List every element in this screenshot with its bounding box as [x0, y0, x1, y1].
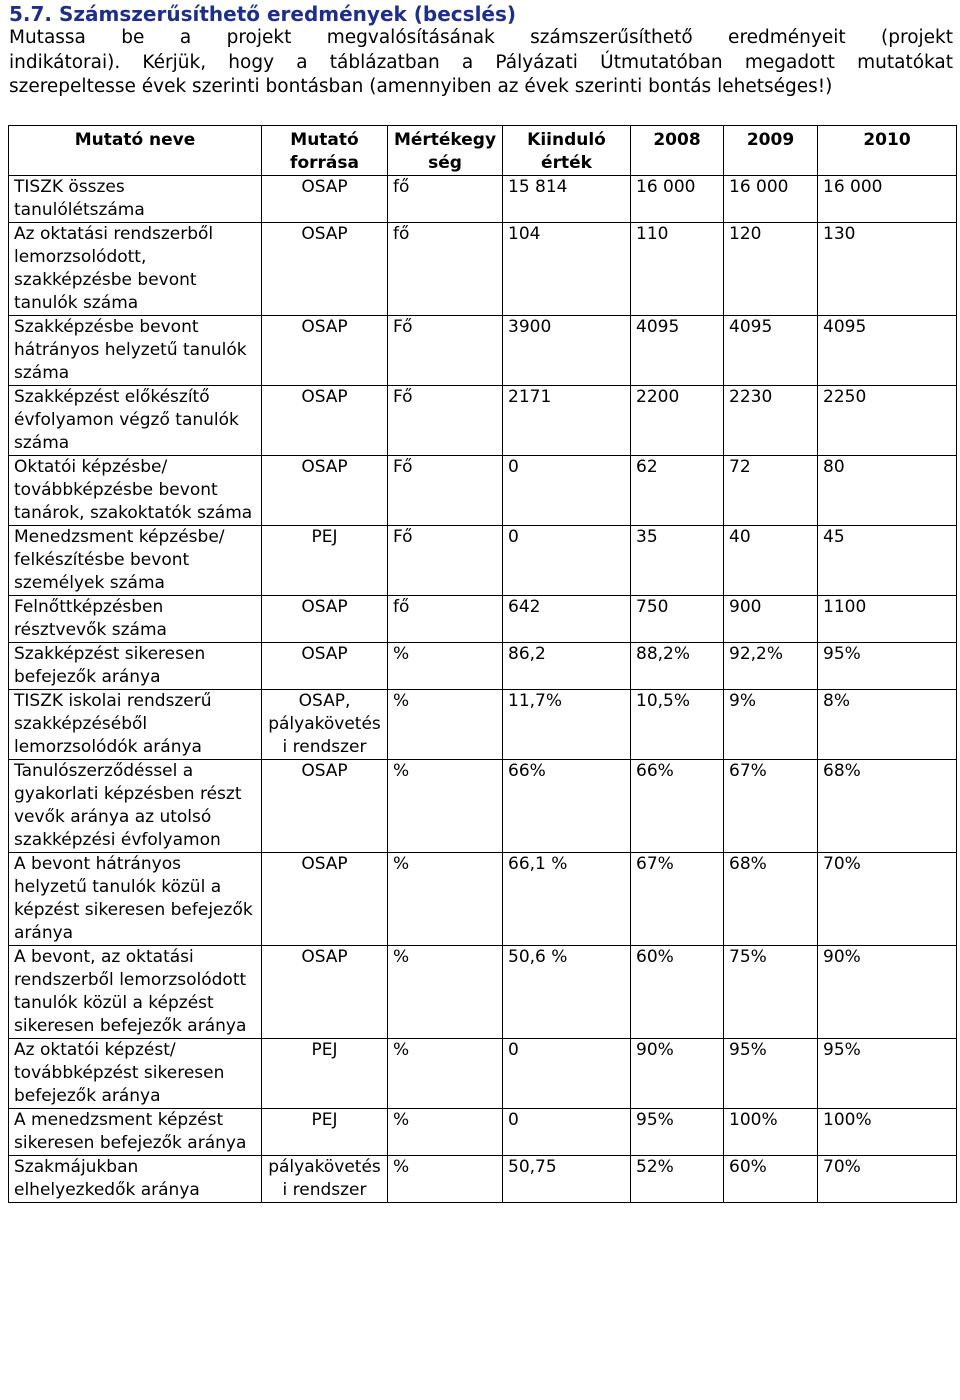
base-value-cell: 11,7%: [503, 690, 631, 760]
value-2008-cell: 90%: [631, 1039, 724, 1109]
value-2009-cell: 4095: [724, 316, 818, 386]
value-2010-cell: 1100: [818, 596, 957, 643]
indicator-name-cell: TISZK iskolai rendszerű szakképzéséből lemorzsolódók aránya: [9, 690, 262, 760]
unit-cell: fő: [388, 223, 503, 316]
table-row: [9, 1109, 957, 1156]
unit-cell: %: [388, 946, 503, 1039]
indicator-name-cell: Menedzsment képzésbe/ felkészítésbe bevont személyek száma: [9, 526, 262, 596]
base-value-cell: 0: [503, 456, 631, 526]
value-2010-cell: 95%: [818, 1039, 957, 1109]
value-2010-cell: 70%: [818, 853, 957, 946]
indicator-source-cell: OSAP: [262, 946, 388, 1039]
indicator-source-cell: OSAP: [262, 223, 388, 316]
value-2008-cell: 52%: [631, 1156, 724, 1203]
table-row: [9, 1156, 957, 1203]
section-heading: 5.7. Számszerűsíthető eredmények (becslés): [9, 2, 517, 26]
value-2009-cell: 67%: [724, 760, 818, 853]
value-2008-cell: 10,5%: [631, 690, 724, 760]
table-row: [9, 690, 957, 760]
value-2010-cell: 130: [818, 223, 957, 316]
value-2010-cell: 16 000: [818, 176, 957, 223]
table-row: [9, 596, 957, 643]
unit-cell: %: [388, 1039, 503, 1109]
indicator-source-cell: OSAP: [262, 853, 388, 946]
value-2009-cell: 9%: [724, 690, 818, 760]
value-2008-cell: 60%: [631, 946, 724, 1039]
unit-cell: Fő: [388, 316, 503, 386]
indicator-source-cell: OSAP: [262, 643, 388, 690]
value-2009-cell: 92,2%: [724, 643, 818, 690]
indicator-name-cell: Felnőttképzésben résztvevők száma: [9, 596, 262, 643]
value-2008-cell: 62: [631, 456, 724, 526]
table-header-row: [9, 126, 957, 176]
base-value-cell: 66%: [503, 760, 631, 853]
unit-cell: fő: [388, 596, 503, 643]
header-indicator-name: Mutató neve: [9, 126, 262, 176]
base-value-cell: 66,1 %: [503, 853, 631, 946]
value-2009-cell: 900: [724, 596, 818, 643]
value-2010-cell: 4095: [818, 316, 957, 386]
indicator-source-cell: OSAP, pályakövetési rendszer: [262, 690, 388, 760]
table-row: [9, 760, 957, 853]
base-value-cell: 15 814: [503, 176, 631, 223]
table-row: [9, 386, 957, 456]
indicator-source-cell: OSAP: [262, 456, 388, 526]
unit-cell: %: [388, 1156, 503, 1203]
indicator-name-cell: A bevont, az oktatási rendszerből lemorzsolódott tanulók közül a képzést sikeresen befejezők aránya: [9, 946, 262, 1039]
indicator-source-cell: OSAP: [262, 316, 388, 386]
value-2010-cell: 2250: [818, 386, 957, 456]
indicator-source-cell: pályakövetési rendszer: [262, 1156, 388, 1203]
unit-cell: Fő: [388, 456, 503, 526]
unit-cell: %: [388, 1109, 503, 1156]
value-2008-cell: 95%: [631, 1109, 724, 1156]
base-value-cell: 642: [503, 596, 631, 643]
value-2009-cell: 95%: [724, 1039, 818, 1109]
indicator-source-cell: OSAP: [262, 760, 388, 853]
table-row: [9, 946, 957, 1039]
value-2008-cell: 16 000: [631, 176, 724, 223]
table-row: [9, 176, 957, 223]
indicator-name-cell: A bevont hátrányos helyzetű tanulók közül a képzést sikeresen befejezők aránya: [9, 853, 262, 946]
indicator-source-cell: OSAP: [262, 176, 388, 223]
value-2010-cell: 45: [818, 526, 957, 596]
indicator-name-cell: Oktatói képzésbe/ továbbképzésbe bevont tanárok, szakoktatók száma: [9, 456, 262, 526]
unit-cell: Fő: [388, 526, 503, 596]
value-2010-cell: 80: [818, 456, 957, 526]
base-value-cell: 50,75: [503, 1156, 631, 1203]
value-2010-cell: 90%: [818, 946, 957, 1039]
table-row: [9, 316, 957, 386]
value-2009-cell: 2230: [724, 386, 818, 456]
unit-cell: %: [388, 760, 503, 853]
indicator-name-cell: Az oktatási rendszerből lemorzsolódott, szakképzésbe bevont tanulók száma: [9, 223, 262, 316]
value-2010-cell: 68%: [818, 760, 957, 853]
value-2009-cell: 16 000: [724, 176, 818, 223]
header-year-2010: 2010: [818, 126, 957, 176]
base-value-cell: 2171: [503, 386, 631, 456]
indicator-source-cell: PEJ: [262, 1039, 388, 1109]
value-2009-cell: 68%: [724, 853, 818, 946]
base-value-cell: 104: [503, 223, 631, 316]
value-2009-cell: 120: [724, 223, 818, 316]
indicator-name-cell: Szakképzést sikeresen befejezők aránya: [9, 643, 262, 690]
intro-line-3: szerepeltesse évek szerinti bontásban (amennyiben az évek szerinti bontás lehetséges!): [9, 76, 833, 97]
indicator-name-cell: Az oktatói képzést/ továbbképzést sikeresen befejezők aránya: [9, 1039, 262, 1109]
intro-line-2: indikátorai). Kérjük, hogy a táblázatban a Pályázati Útmutatóban megadott mutatókat: [9, 51, 953, 73]
unit-cell: %: [388, 690, 503, 760]
value-2008-cell: 88,2%: [631, 643, 724, 690]
indicator-source-cell: PEJ: [262, 1109, 388, 1156]
indicator-source-cell: OSAP: [262, 386, 388, 456]
base-value-cell: 50,6 %: [503, 946, 631, 1039]
value-2008-cell: 750: [631, 596, 724, 643]
table-row: [9, 526, 957, 596]
value-2010-cell: 70%: [818, 1156, 957, 1203]
value-2009-cell: 75%: [724, 946, 818, 1039]
value-2010-cell: 100%: [818, 1109, 957, 1156]
value-2010-cell: 8%: [818, 690, 957, 760]
value-2008-cell: 4095: [631, 316, 724, 386]
section-intro: [9, 26, 953, 100]
table-row: [9, 456, 957, 526]
value-2008-cell: 67%: [631, 853, 724, 946]
unit-cell: Fő: [388, 386, 503, 456]
base-value-cell: 86,2: [503, 643, 631, 690]
base-value-cell: 0: [503, 526, 631, 596]
indicator-name-cell: Szakmájukban elhelyezkedők aránya: [9, 1156, 262, 1203]
header-base-value: Kiinduló érték: [503, 126, 631, 176]
table-row: [9, 643, 957, 690]
value-2009-cell: 72: [724, 456, 818, 526]
indicator-name-cell: A menedzsment képzést sikeresen befejezők aránya: [9, 1109, 262, 1156]
header-year-2008: 2008: [631, 126, 724, 176]
header-unit: Mértékegység: [388, 126, 503, 176]
base-value-cell: 3900: [503, 316, 631, 386]
table-row: [9, 223, 957, 316]
indicator-source-cell: OSAP: [262, 596, 388, 643]
indicator-name-cell: Szakképzésbe bevont hátrányos helyzetű tanulók száma: [9, 316, 262, 386]
value-2008-cell: 66%: [631, 760, 724, 853]
value-2009-cell: 40: [724, 526, 818, 596]
base-value-cell: 0: [503, 1109, 631, 1156]
value-2008-cell: 110: [631, 223, 724, 316]
indicator-name-cell: Tanulószerződéssel a gyakorlati képzésben részt vevők aránya az utolsó szakképzési évfolyamon: [9, 760, 262, 853]
unit-cell: %: [388, 853, 503, 946]
unit-cell: %: [388, 643, 503, 690]
table-row: [9, 1039, 957, 1109]
intro-line-1: Mutassa be a projekt megvalósításának számszerűsíthető eredményeit (projekt: [9, 27, 953, 48]
base-value-cell: 0: [503, 1039, 631, 1109]
header-indicator-source: Mutató forrása: [262, 126, 388, 176]
header-year-2009: 2009: [724, 126, 818, 176]
value-2008-cell: 2200: [631, 386, 724, 456]
value-2010-cell: 95%: [818, 643, 957, 690]
value-2009-cell: 60%: [724, 1156, 818, 1203]
indicator-table: [8, 125, 957, 1203]
unit-cell: fő: [388, 176, 503, 223]
indicator-name-cell: TISZK összes tanulólétszáma: [9, 176, 262, 223]
value-2009-cell: 100%: [724, 1109, 818, 1156]
value-2008-cell: 35: [631, 526, 724, 596]
table-row: [9, 853, 957, 946]
indicator-name-cell: Szakképzést előkészítő évfolyamon végző tanulók száma: [9, 386, 262, 456]
indicator-source-cell: PEJ: [262, 526, 388, 596]
